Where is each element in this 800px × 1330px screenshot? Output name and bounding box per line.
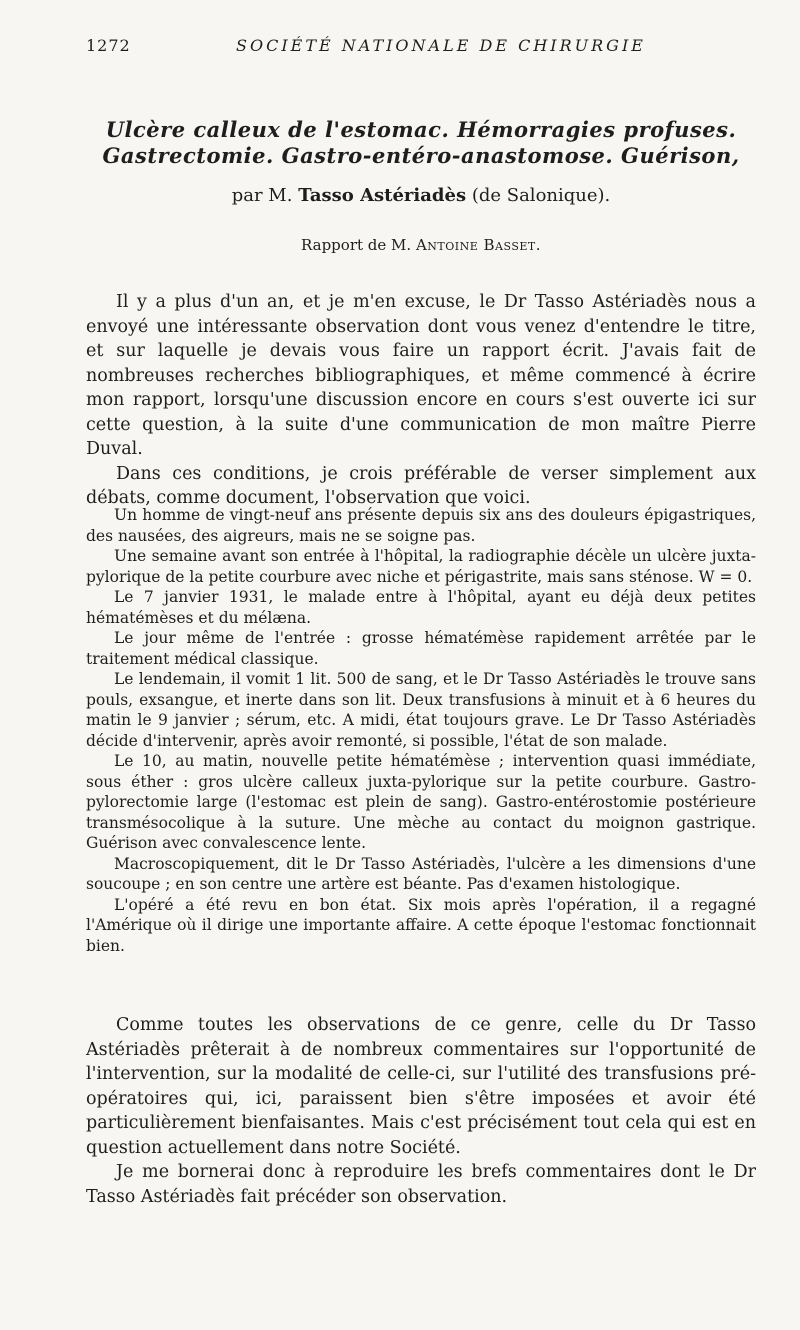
- observation-paragraph-4: Le jour même de l'entrée : grosse hématémèse rapidement arrêtée par le traitement médical classique.: [86, 629, 756, 668]
- title-line-1: Ulcère calleux de l'estomac. Hémorragies profuses.: [105, 117, 737, 142]
- report-prefix: Rapport de M.: [301, 236, 412, 254]
- observation-paragraph-6: Le 10, au matin, nouvelle petite hématémèse ; intervention quasi immédiate, sous éther : gros ulcère calleux juxta-pylorique sur la petite courbure. Gastro-pylorectomie large (l'estomac est plein de sang). Gastro-entérostomie postérieure transmésocolique à la suture. Une mèche au contact du moignon gastrique. Guérison avec convalescence lente.: [86, 752, 756, 852]
- intro-section: [86, 290, 756, 511]
- conclusion-paragraph-2: Je me bornerai donc à reproduire les brefs commentaires dont le Dr Tasso Astériadès fait précéder son observation.: [86, 1162, 756, 1207]
- rapporteur-name: Antoine Basset.: [415, 236, 541, 254]
- intro-paragraph-2: Dans ces conditions, je crois préférable de verser simplement aux débats, comme document, l'observation que voici.: [86, 463, 756, 508]
- observation-paragraph-8: L'opéré a été revu en bon état. Six mois après l'opération, il a regagné l'Amérique où il dirige une importante affaire. A cette époque l'estomac fonctionnait bien.: [86, 895, 756, 955]
- observation-section: [86, 505, 756, 956]
- conclusion-paragraph-1: Comme toutes les observations de ce genre, celle du Dr Tasso Astériadès prêterait à de nombreux commentaires sur l'opportunité de l'intervention, sur la modalité de celle-ci, sur l'utilité des transfusions pré-opératoires qui, ici, paraissent bien s'être imposées et avoir été particulièrement bienfaisantes. Mais c'est précisément tout cela qui est en question actuellement dans notre Société.: [86, 1015, 756, 1158]
- author-name: Tasso Astériadès: [298, 185, 467, 206]
- running-head: SOCIÉTÉ NATIONALE DE CHIRURGIE: [236, 36, 646, 55]
- observation-paragraph-5: Le lendemain, il vomit 1 lit. 500 de sang, et le Dr Tasso Astériadès le trouve sans pouls, exsangue, et inerte dans son lit. Deux transfusions à minuit et à 6 heures du matin le 9 janvier ; sérum, etc. A midi, état toujours grave. Le Dr Tasso Astériadès décide d'intervenir, après avoir remonté, si possible, l'état de son malade.: [86, 670, 756, 750]
- article-title: [86, 117, 756, 169]
- byline-prefix: par M.: [231, 185, 293, 206]
- title-line-2: Gastrectomie. Gastro-entéro-anastomose. Guérison,: [102, 143, 740, 168]
- page-number: 1272: [86, 36, 131, 55]
- author-origin: (de Salonique).: [471, 185, 611, 206]
- report-line: [86, 236, 756, 254]
- conclusion-section: [86, 1013, 756, 1209]
- page-header: [86, 36, 756, 60]
- byline: [86, 185, 756, 206]
- observation-paragraph-7: Macroscopiquement, dit le Dr Tasso Astériadès, l'ulcère a les dimensions d'une soucoupe ; en son centre une artère est béante. Pas d'examen histologique.: [86, 854, 756, 893]
- intro-paragraph-1: Il y a plus d'un an, et je m'en excuse, le Dr Tasso Astériadès nous a envoyé une intéressante observation dont vous venez d'entendre le titre, et sur laquelle je devais vous faire un rapport écrit. J'avais fait de nombreuses recherches bibliographiques, et même commencé à écrire mon rapport, lorsqu'une discussion encore en cours s'est ouverte ici sur cette question, à la suite d'une communication de mon maître Pierre Duval.: [86, 292, 756, 459]
- observation-paragraph-2: Une semaine avant son entrée à l'hôpital, la radiographie décèle un ulcère juxta-pylorique de la petite courbure avec niche et périgastrite, mais sans sténose. W = 0.: [86, 547, 756, 586]
- observation-paragraph-3: Le 7 janvier 1931, le malade entre à l'hôpital, ayant eu déjà deux petites hématémèses et du mélæna.: [86, 588, 756, 627]
- observation-paragraph-1: Un homme de vingt-neuf ans présente depuis six ans des douleurs épigastriques, des nausées, des aigreurs, mais ne se soigne pas.: [86, 506, 756, 545]
